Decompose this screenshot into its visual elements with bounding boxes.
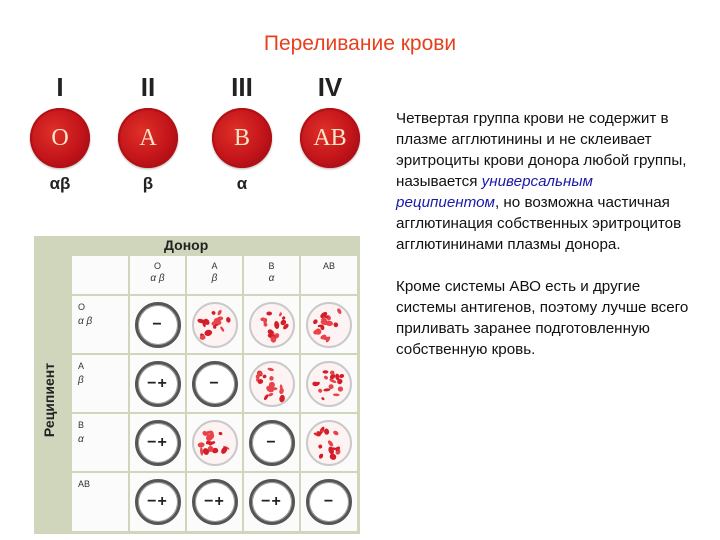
blood-drop [300, 108, 360, 168]
clear-well [135, 420, 181, 466]
page-title: Переливание крови [263, 32, 457, 55]
result-cell [187, 473, 242, 531]
blood-group-roman: III [231, 72, 253, 102]
recipient-group-label: A [78, 361, 85, 371]
blood-drop [118, 108, 178, 168]
clear-well [249, 479, 295, 525]
donor-group-label: O [153, 261, 161, 271]
recipient-row-header [72, 296, 128, 353]
recipient-label: Реципиент [41, 362, 57, 438]
recipient-agglutinin-label: α [78, 434, 84, 445]
agglutinated-well [192, 302, 238, 348]
clear-well [135, 361, 181, 407]
paragraph-2: Кроме системы АВО есть и другие системы антигенов, поэтому лучше всего приливать заранее подготовленную собственную кровь. [396, 278, 689, 358]
result-cell [130, 355, 185, 412]
result-cell [244, 296, 299, 353]
recipient-agglutinin-label: α β [78, 316, 93, 327]
clear-well [306, 479, 352, 525]
result-cell [301, 473, 357, 531]
result-cell [187, 414, 242, 471]
antigen-label: B [233, 124, 250, 151]
antigen-label: A [139, 124, 157, 151]
donor-agglutinin-label: β [211, 273, 218, 284]
result-cell [130, 414, 185, 471]
result-cell [301, 414, 357, 471]
agglutination-pattern [308, 304, 350, 346]
agglutinated-well [249, 361, 295, 407]
agglutination-pattern [194, 422, 236, 464]
agglutinated-well [192, 420, 238, 466]
agglutination-pattern [308, 422, 350, 464]
agglutinin-label: β [142, 174, 154, 193]
clear-well [135, 302, 181, 348]
result-sign: − [323, 493, 335, 510]
agglutination-pattern [251, 363, 293, 405]
result-cell [244, 414, 299, 471]
table-corner [72, 256, 128, 294]
compatibility-grid [72, 256, 358, 532]
antigen-label: AB [313, 124, 347, 151]
donor-column-header [301, 256, 357, 294]
agglutination-pattern [308, 363, 350, 405]
clear-well [135, 479, 181, 525]
result-cell [244, 473, 299, 531]
recipient-row-header [72, 414, 128, 471]
agglutination-pattern [194, 304, 236, 346]
donor-column-header [187, 256, 242, 294]
result-cell [187, 355, 242, 412]
donor-column-header [244, 256, 299, 294]
compatibility-table [34, 236, 360, 534]
donor-group-label: A [211, 261, 218, 271]
result-sign: − [266, 433, 277, 451]
recipient-group-label: B [78, 420, 85, 430]
result-cell [187, 296, 242, 353]
blood-drop [30, 108, 90, 168]
agglutinin-label: αβ [49, 174, 71, 193]
recipient-group-label: O [78, 302, 86, 312]
clear-well [192, 479, 238, 525]
agglutinin-label: α [236, 174, 248, 193]
blood-group-roman: IV [317, 72, 343, 102]
blood-group-2 [108, 72, 188, 194]
agglutinated-well [306, 361, 352, 407]
donor-label: Донор [164, 237, 209, 253]
blood-group-3 [202, 72, 282, 194]
donor-agglutinin-label: α [268, 273, 275, 284]
result-cell [130, 296, 185, 353]
paragraph-1-start: Четвертая группа крови не содержит в плазме агглютинины и не склеивает эритроциты крови донора любой группы, называется [396, 110, 687, 190]
result-cell [301, 355, 357, 412]
clear-well [249, 420, 295, 466]
blood-group-roman: I [56, 72, 64, 102]
recipient-row-header [72, 473, 128, 531]
donor-group-label: B [268, 261, 275, 271]
donor-group-label: AB [322, 261, 335, 271]
blood-drop [212, 108, 272, 168]
donor-column-header [130, 256, 185, 294]
result-sign: −+ [147, 374, 168, 392]
recipient-row-header [72, 355, 128, 412]
agglutinated-well [249, 302, 295, 348]
recipient-agglutinin-label: β [78, 375, 84, 386]
paragraph-1 [396, 108, 696, 255]
result-sign: −+ [204, 493, 225, 510]
result-cell [301, 296, 357, 353]
clear-well [192, 361, 238, 407]
blood-group-roman: II [140, 72, 156, 102]
antigen-label: O [51, 124, 69, 151]
donor-agglutinin-label: α β [150, 273, 165, 284]
recipient-group-label: AB [78, 479, 91, 489]
result-cell [130, 473, 185, 531]
blood-groups-row [0, 72, 380, 192]
universal-recipient-term: универсальным реципиентом [396, 173, 593, 211]
result-sign: −+ [147, 433, 168, 451]
blood-group-1 [20, 72, 100, 194]
description-text [396, 108, 696, 360]
blood-group-4 [290, 72, 370, 174]
agglutination-pattern [251, 304, 293, 346]
agglutinated-well [306, 420, 352, 466]
result-sign: −+ [147, 493, 168, 510]
result-sign: −+ [261, 493, 282, 510]
recipient-label-container [34, 266, 64, 534]
result-sign: − [209, 374, 220, 392]
agglutinated-well [306, 302, 352, 348]
result-cell [244, 355, 299, 412]
result-sign: − [152, 315, 163, 333]
paragraph-1-end: , но возможна частичная агглютинация собственных эритроцитов агглютининами плазмы донора. [396, 194, 682, 253]
